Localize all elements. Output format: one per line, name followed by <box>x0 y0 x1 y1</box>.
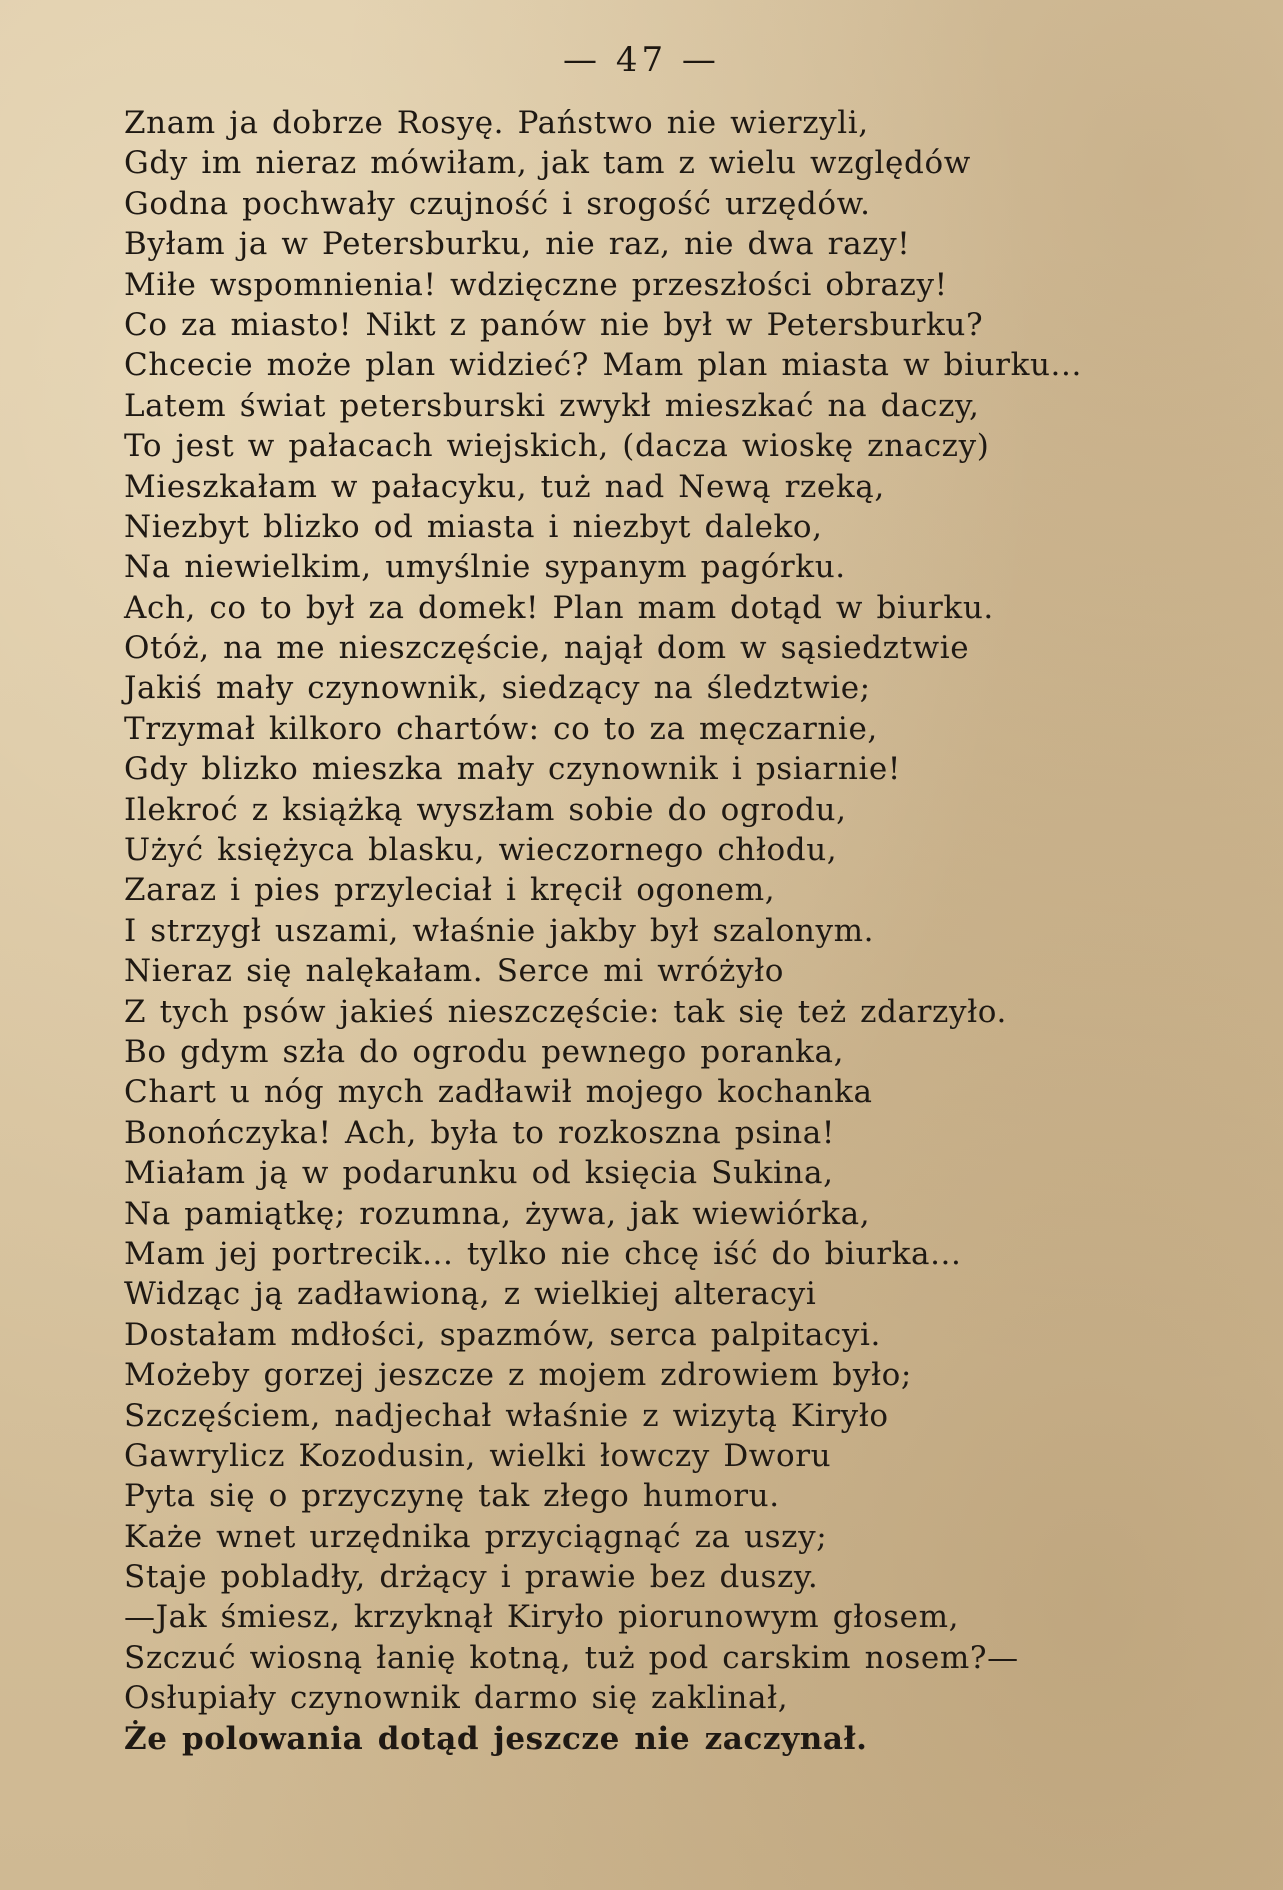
poem-line: Bonończyka! Ach, była to rozkoszna psina! <box>124 1114 835 1151</box>
poem-line: Co za miasto! Nikt z panów nie był w Petersburku? <box>124 306 984 343</box>
poem-line: Trzymał kilkoro chartów: co to za męczarnie, <box>124 710 878 747</box>
poem-line: Byłam ja w Petersburku, nie raz, nie dwa razy! <box>124 226 911 263</box>
poem-line: Gdy blizko mieszka mały czynownik i psiarnie! <box>124 751 901 788</box>
poem-line: Na pamiątkę; rozumna, żywa, jak wiewiórka, <box>124 1195 871 1232</box>
poem-line: Chcecie może plan widzieć? Mam plan miasta w biurku... <box>124 347 1082 384</box>
poem-line: Ach, co to był za domek! Plan mam dotąd w biurku. <box>124 589 994 626</box>
poem-line: Niezbyt blizko od miasta i niezbyt daleko, <box>124 508 823 545</box>
poem-line: Z tych psów jakieś nieszczęście: tak się też zdarzyło. <box>124 993 1007 1030</box>
poem-line: Mieszkałam w pałacyku, tuż nad Newą rzeką, <box>124 468 885 505</box>
poem-line: Gawrylicz Kozodusin, wielki łowczy Dworu <box>124 1437 832 1474</box>
poem-line: Każe wnet urzędnika przyciągnąć za uszy; <box>124 1518 828 1555</box>
poem-line: Pyta się o przyczynę tak złego humoru. <box>124 1478 780 1515</box>
poem-line: Otóż, na me nieszczęście, najął dom w sąsiedztwie <box>124 630 970 667</box>
poem-line: Szczuć wiosną łanię kotną, tuż pod carskim nosem?— <box>124 1639 1019 1676</box>
poem-line: Chart u nóg mych zadławił mojego kochanka <box>124 1074 873 1111</box>
poem-line: Bo gdym szła do ogrodu pewnego poranka, <box>124 1033 845 1070</box>
poem-line: Miałam ją w podarunku od księcia Sukina, <box>124 1155 834 1192</box>
poem-line: Że polowania dotąd jeszcze nie zaczynał. <box>124 1720 868 1757</box>
poem-line: Ilekroć z książką wyszłam sobie do ogrodu, <box>124 791 847 828</box>
poem-line: Znam ja dobrze Rosyę. Państwo nie wierzyli, <box>124 105 869 141</box>
poem-line: Nieraz się nalękałam. Serce mi wróżyło <box>124 953 785 990</box>
poem-line: Zaraz i pies przyleciał i kręcił ogonem, <box>124 872 776 909</box>
poem-line: Godna pochwały czujność i srogość urzędów. <box>124 185 871 222</box>
poem-text <box>124 103 1204 1759</box>
poem-line: Możeby gorzej jeszcze z mojem zdrowiem było; <box>124 1357 912 1394</box>
poem-line: Widząc ją zadławioną, z wielkiej alteracyi <box>124 1276 817 1313</box>
poem-line: Jakiś mały czynownik, siedzący na śledztwie; <box>124 670 871 707</box>
poem-line: Szczęściem, nadjechał właśnie z wizytą Kiryło <box>124 1397 889 1434</box>
poem-line: Dostałam mdłości, spazmów, serca palpitacyi. <box>124 1316 881 1353</box>
poem-line: Miłe wspomnienia! wdzięczne przeszłości obrazy! <box>124 266 948 303</box>
poem-line: To jest w pałacach wiejskich, (dacza wioskę znaczy) <box>124 428 990 465</box>
poem-line: Na niewielkim, umyślnie sypanym pagórku. <box>124 549 846 586</box>
poem-line: Latem świat petersburski zwykł mieszkać na daczy, <box>124 387 980 424</box>
poem-line: Użyć księżyca blasku, wieczornego chłodu, <box>124 832 838 869</box>
poem-line: I strzygł uszami, właśnie jakby był szalonym. <box>124 912 875 949</box>
poem-line: Osłupiały czynownik darmo się zaklinał, <box>124 1680 789 1717</box>
poem-line: Mam jej portrecik... tylko nie chcę iść do biurka... <box>124 1235 962 1272</box>
poem-line: Staje pobladły, drżący i prawie bez duszy. <box>124 1559 819 1596</box>
page-number: — 47 — <box>563 40 720 80</box>
poem-line: —Jak śmiesz, krzyknął Kiryło piorunowym głosem, <box>124 1599 960 1636</box>
poem-line: Gdy im nieraz mówiłam, jak tam z wielu względów <box>124 145 971 182</box>
